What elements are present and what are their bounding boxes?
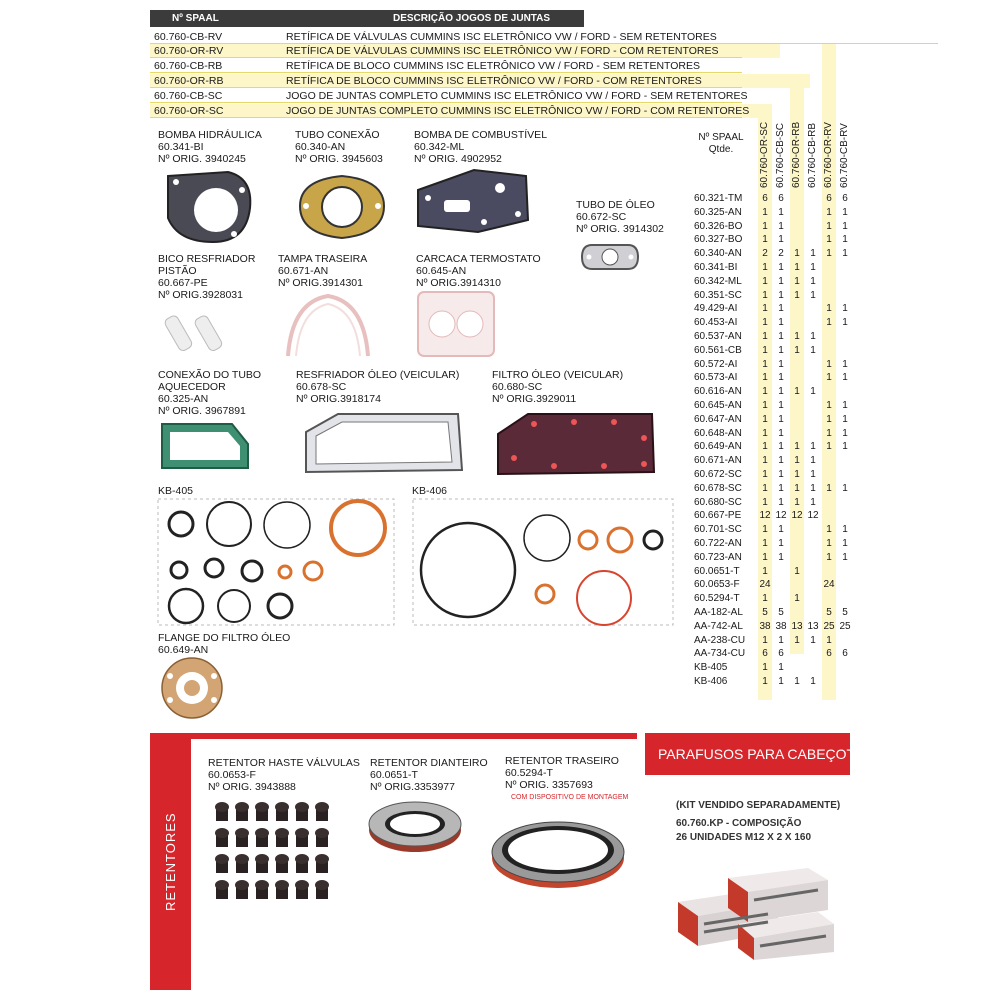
label-carcaca-termostato: CARCACA TERMOSTATO 60.645-AN Nº ORIG.3914310 [416,253,541,289]
matrix-cell: 1 [842,400,848,411]
matrix-cell: 1 [762,289,768,301]
kit-row-divider [150,87,742,88]
gasket-conexao-tubo [158,418,252,474]
matrix-cell: 1 [826,482,832,494]
label-kb406: KB-406 [412,485,448,497]
matrix-row-code: 60.672-SC [694,469,742,480]
retentor-traseiro-note: COM DISPOSITIVO DE MONTAGEM [511,794,629,801]
matrix-row-code: 60.326-BO [694,220,743,232]
matrix-cell: 1 [842,220,848,232]
matrix-row-code: 60.561-CB [694,344,742,356]
matrix-cell: 1 [778,455,784,467]
gasket-bomba-hidraulica [158,168,258,246]
kit-row-divider [150,57,742,58]
matrix-cell: 1 [794,676,800,687]
matrix-cell: 1 [794,262,800,273]
matrix-cell: 1 [762,413,768,425]
matrix-cell: 6 [842,648,848,660]
parafusos-kit-image [668,862,838,962]
matrix-cell: 1 [762,275,768,287]
retentor-haste-image [208,796,338,902]
matrix-column-header: 60.760-OR-SC [759,121,770,188]
matrix-cell: 1 [826,413,832,425]
stem-seal [235,854,249,873]
kit-row [150,89,748,103]
matrix-row-code: KB-406 [694,676,728,687]
stem-seal [315,802,329,821]
stem-seal [295,828,309,847]
parafusos-line2: 60.760.KP - COMPOSIÇÃO [676,818,802,829]
matrix-cell: 1 [762,551,768,563]
label-retentor-dianteiro: RETENTOR DIANTEIRO 60.0651-T Nº ORIG.3353977 [370,757,488,793]
matrix-cell: 1 [794,441,800,453]
kit-desc: RETÍFICA DE BLOCO CUMMINS ISC ELETRÔNICO VW / FORD - SEM RETENTORES [286,60,701,72]
label-kb405: KB-405 [158,485,194,497]
stem-seal [215,802,229,821]
matrix-row-code: 60.327-BO [694,234,743,246]
kit-row-divider [150,117,742,118]
kit-code: 60.760-CB-SC [154,90,223,102]
matrix-cell: 6 [778,648,784,660]
matrix-cell: 1 [762,593,768,605]
label-tubo-conexao: TUBO CONEXÃO 60.340-AN Nº ORIG. 3945603 [295,129,383,165]
matrix-cell: 1 [778,317,784,329]
matrix-cell: 1 [762,634,768,646]
matrix-cell: 1 [778,372,784,384]
matrix-cell: 1 [762,676,768,687]
matrix-row-code: 60.649-AN [694,441,742,453]
matrix-cell: 1 [762,303,768,315]
matrix-row-code: 60.340-AN [694,248,742,260]
kit-desc: RETÍFICA DE BLOCO CUMMINS ISC ELETRÔNICO VW / FORD - COM RETENTORES [286,75,702,87]
matrix-cell: 1 [810,482,816,494]
matrix-column-header: 60.760-OR-RV [823,122,834,188]
retentores-band-label: RETENTORES [163,812,178,911]
matrix-cell: 1 [794,248,800,260]
matrix-cell: 6 [778,193,784,204]
matrix-cell: 1 [762,234,768,246]
matrix-cell: 1 [826,220,832,232]
matrix-cell: 1 [842,524,848,536]
matrix-row-code: 60.321-TM [694,193,743,204]
matrix-cell: 1 [762,455,768,467]
kit-code: 60.760-OR-RB [154,75,224,87]
stem-seal [235,802,249,821]
gasket-resfriador-oleo [298,408,466,478]
matrix-cell: 1 [778,482,784,494]
matrix-cell: 1 [810,262,816,273]
matrix-cell: 1 [778,427,784,439]
stem-seal [215,828,229,847]
stem-seal [315,880,329,899]
matrix-cell: 1 [778,275,784,287]
matrix-row-code: 60.573-AI [694,372,738,384]
matrix-cell: 1 [762,358,768,370]
stem-seal [295,802,309,821]
stem-seal [275,854,289,873]
matrix-cell: 12 [807,510,819,522]
matrix-row-code: 60.647-AN [694,413,742,425]
matrix-cell: 1 [842,317,848,329]
label-bomba-combustivel: BOMBA DE COMBUSTÍVEL 60.342-ML Nº ORIG. 4902952 [414,129,548,165]
matrix-cell: 1 [810,344,816,356]
matrix-cell: 1 [826,234,832,246]
gasket-carcaca-termostato [416,290,496,358]
matrix-cell: 1 [762,344,768,356]
matrix-row-code: 60.671-AN [694,455,742,467]
matrix-cell: 1 [762,400,768,411]
matrix-cell: 1 [778,538,784,549]
label-bomba-hidraulica: BOMBA HIDRÁULICA 60.341-BI Nº ORIG. 3940245 [158,129,262,165]
matrix-row-code: 60.722-AN [694,538,742,549]
matrix-cell: 1 [826,358,832,370]
matrix-cell: 5 [778,607,784,618]
matrix-cell: 25 [839,620,851,632]
kit-code: 60.760-OR-RV [154,45,224,57]
matrix-cell: 1 [762,538,768,549]
matrix-cell: 1 [810,676,816,687]
matrix-row-code: 49.429-AI [694,303,738,315]
matrix-head-qty: Qtde. [708,144,734,155]
matrix-cell: 12 [791,510,803,522]
matrix-cell: 1 [762,220,768,232]
matrix-row-code: 60.351-SC [694,289,742,301]
matrix-row-code: 60.645-AN [694,400,742,411]
stem-seal [315,854,329,873]
matrix-cell: 6 [826,648,832,660]
stem-seal [215,880,229,899]
label-bico-resfriador: BICO RESFRIADOR PISTÃO 60.667-PE Nº ORIG.3928031 [158,253,256,301]
matrix-cell: 1 [810,289,816,301]
matrix-cell: 1 [794,455,800,467]
matrix-cell: 1 [762,331,768,342]
parafusos-title: PARAFUSOS PARA CABEÇOTE [658,746,865,762]
matrix-cell: 1 [778,400,784,411]
matrix-cell: 1 [778,289,784,301]
kit-row [150,74,714,88]
matrix-cell: 1 [794,565,800,577]
matrix-cell: 1 [778,676,784,687]
matrix-cell: 12 [775,510,787,522]
matrix-cell: 1 [762,317,768,329]
kit-header-desc: DESCRIÇÃO JOGOS DE JUNTAS [393,13,551,24]
matrix-row-code: 60.0653-F [694,579,740,591]
kit-row-divider [150,102,742,103]
matrix-row-code: 60.325-AN [694,206,742,218]
matrix-cell: 1 [762,262,768,273]
matrix-cell: 1 [794,469,800,480]
matrix-column-header: 60.760-CB-RB [807,122,818,188]
matrix-cell: 1 [778,413,784,425]
matrix-row-code: AA-734-CU [694,648,746,660]
retentores-top-bar [191,733,637,739]
matrix-cell: 6 [762,648,768,660]
matrix-cell: 1 [762,427,768,439]
matrix-cell: 1 [810,455,816,467]
matrix-cell: 5 [842,607,848,618]
gasket-bomba-combustivel [414,166,534,236]
stem-seal [255,880,269,899]
matrix-cell: 1 [762,565,768,577]
matrix-cell: 1 [842,413,848,425]
matrix-row-code: 60.680-SC [694,496,742,508]
matrix-head [697,132,745,156]
matrix-row-code: 60.537-AN [694,331,742,342]
matrix-cell: 1 [794,496,800,508]
matrix-cell: 1 [778,206,784,218]
stem-seal [275,880,289,899]
stem-seal [255,802,269,821]
matrix-cell: 1 [810,496,816,508]
matrix-cell: 1 [794,482,800,494]
matrix-cell: 2 [762,248,768,260]
matrix-cell: 1 [826,248,832,260]
matrix-row-code: AA-742-AL [694,620,743,632]
kit-row [150,44,738,58]
matrix-cell: 6 [762,193,768,204]
matrix-cell: 1 [778,234,784,246]
stem-seal [255,828,269,847]
matrix-cell: 1 [826,372,832,384]
matrix-row-code: 60.701-SC [694,524,742,536]
matrix-cell: 1 [810,386,816,398]
gasket-tubo-conexao [296,170,388,242]
stem-seal [295,854,309,873]
matrix-cell: 13 [791,620,803,632]
matrix-row-code: 60.723-AN [694,551,742,563]
matrix-cell: 13 [807,620,819,632]
matrix-cell: 1 [826,634,832,646]
matrix-row-code: 60.678-SC [694,482,742,494]
matrix-cell: 1 [826,538,832,549]
parafusos-line1: (KIT VENDIDO SEPARADAMENTE) [676,800,841,811]
label-retentor-traseiro: RETENTOR TRASEIRO 60.5294-T Nº ORIG. 3357693 [505,755,619,791]
matrix-cell: 1 [778,262,784,273]
matrix-cell: 1 [810,331,816,342]
matrix-cell: 1 [778,358,784,370]
matrix-cell: 1 [826,524,832,536]
matrix-cell: 1 [778,303,784,315]
stem-seal [275,828,289,847]
matrix-cell: 1 [762,496,768,508]
matrix-cell: 1 [826,551,832,563]
matrix-row-code: KB-405 [694,662,728,674]
matrix-cell: 2 [778,248,784,260]
matrix-row-code: 60.648-AN [694,427,742,439]
stem-seal [235,828,249,847]
matrix-cell: 1 [826,317,832,329]
label-resfriador-oleo: RESFRIADOR ÓLEO (VEICULAR) 60.678-SC Nº ORIG.3918174 [296,369,460,405]
label-tampa-traseira: TAMPA TRASEIRA 60.671-AN Nº ORIG.3914301 [278,253,368,289]
matrix-row-code: 60.0651-T [694,565,740,577]
matrix-cell: 1 [778,496,784,508]
matrix-cell: 1 [842,482,848,494]
matrix-cell: 1 [762,441,768,453]
matrix-cell: 1 [762,482,768,494]
matrix-cell: 24 [823,579,835,591]
matrix-cell: 1 [794,344,800,356]
matrix-cell: 1 [810,441,816,453]
kit-row [150,59,726,73]
matrix-cell: 1 [810,275,816,287]
stem-seal [255,854,269,873]
kit-row [150,104,750,118]
matrix-cell: 1 [794,593,800,605]
retentor-dianteiro-image [366,798,464,854]
matrix-cell: 1 [778,634,784,646]
matrix-cell: 1 [778,441,784,453]
matrix-head-code: Nº SPAAL [698,132,744,143]
matrix-column-header: 60.760-OR-RB [791,121,802,188]
matrix-cell: 1 [778,344,784,356]
matrix-cell: 1 [842,303,848,315]
matrix-cell: 1 [810,248,816,260]
matrix-cell: 1 [778,662,784,674]
kb405-orings [157,498,395,626]
matrix-cell: 1 [778,331,784,342]
stem-seal [235,880,249,899]
matrix-cell: 1 [842,372,848,384]
matrix-cell: 1 [842,427,848,439]
matrix-row-code: AA-182-AL [694,607,743,618]
gasket-tubo-oleo [578,240,642,274]
matrix-cell: 1 [842,248,848,260]
label-retentor-haste: RETENTOR HASTE VÁLVULAS 60.0653-F Nº ORIG. 3943888 [208,757,360,793]
gasket-tampa-traseira [282,292,372,358]
matrix-cell: 1 [762,524,768,536]
parafusos-title-box [645,733,865,775]
matrix-cell: 1 [842,206,848,218]
parafusos-line3: 26 UNIDADES M12 X 2 X 160 [676,832,812,843]
stem-seal [215,854,229,873]
gasket-flange-filtro [160,656,224,720]
matrix-cell: 1 [762,386,768,398]
matrix-cell: 1 [794,289,800,301]
matrix-row-code: 60.341-BI [694,262,738,273]
matrix-cell: 1 [794,634,800,646]
label-filtro-oleo: FILTRO ÓLEO (VEICULAR) 60.680-SC Nº ORIG.3929011 [492,369,624,405]
matrix-row-code: 60.5294-T [694,593,740,605]
label-tubo-oleo: TUBO DE ÓLEO 60.672-SC Nº ORIG. 3914302 [576,199,664,235]
stem-seal [295,880,309,899]
matrix-cell: 1 [794,331,800,342]
matrix-column-header: 60.760-CB-SC [775,122,786,188]
matrix-row-code: 60.667-PE [694,510,742,522]
matrix-cell: 5 [762,607,768,618]
kit-code: 60.760-OR-SC [154,105,224,117]
stem-seal [315,828,329,847]
matrix-cell: 1 [778,469,784,480]
matrix-cell: 1 [778,551,784,563]
matrix-cell: 1 [762,372,768,384]
matrix-row-code: 60.342-ML [694,275,742,287]
kit-code: 60.760-CB-RB [154,60,223,72]
matrix-cell: 1 [810,634,816,646]
kb406-orings [412,498,674,626]
matrix-column-header: 60.760-CB-RV [839,123,850,188]
kit-table-header [150,10,584,27]
bico-resfriador-image [160,300,230,358]
kit-desc: RETÍFICA DE VÁLVULAS CUMMINS ISC ELETRÔNICO VW / FORD - COM RETENTORES [286,45,719,57]
matrix-cell: 1 [842,551,848,563]
matrix-cell: 6 [826,193,832,204]
matrix-cell: 38 [775,620,787,632]
matrix-cell: 12 [759,510,771,522]
kit-row-divider [150,72,742,73]
matrix-cell: 38 [759,620,771,632]
retentores-band [150,733,191,990]
kit-desc: JOGO DE JUNTAS COMPLETO CUMMINS ISC ELETRÔNICO VW / FORD - SEM RETENTORES [286,90,748,102]
kit-desc: JOGO DE JUNTAS COMPLETO CUMMINS ISC ELETRÔNICO VW / FORD - COM RETENTORES [286,105,750,117]
matrix-row-code: AA-238-CU [694,634,746,646]
matrix-cell: 1 [842,234,848,246]
matrix-row-code: 60.572-AI [694,358,738,370]
matrix-cell: 1 [826,427,832,439]
matrix-cell: 1 [794,275,800,287]
matrix-cell: 1 [778,220,784,232]
matrix-cell: 1 [826,303,832,315]
matrix-cell: 1 [842,538,848,549]
matrix-cell: 5 [826,607,832,618]
kit-desc: RETÍFICA DE VÁLVULAS CUMMINS ISC ELETRÔNICO VW / FORD - SEM RETENTORES [286,31,717,43]
kit-row [150,30,750,44]
gasket-filtro-oleo [494,408,658,480]
matrix-cell: 25 [823,620,835,632]
label-conexao-tubo: CONEXÃO DO TUBO AQUECEDOR 60.325-AN Nº ORIG. 3967891 [158,369,262,417]
matrix-cell: 1 [826,206,832,218]
matrix-cell: 1 [826,441,832,453]
matrix-cell: 24 [759,579,771,591]
matrix-cell: 1 [842,441,848,453]
matrix-cell: 1 [810,469,816,480]
matrix-row-code: 60.453-AI [694,317,738,329]
matrix-cell: 1 [762,206,768,218]
stem-seal [275,802,289,821]
matrix-cell: 1 [762,469,768,480]
matrix-cell: 1 [778,524,784,536]
kit-code: 60.760-CB-RV [154,31,223,43]
matrix-cell: 1 [778,386,784,398]
kit-header-code: Nº SPAAL [172,13,219,24]
matrix-cell: 1 [762,662,768,674]
matrix-cell: 1 [842,358,848,370]
label-flange-filtro: FLANGE DO FILTRO ÓLEO 60.649-AN [158,632,291,656]
matrix-cell: 1 [826,400,832,411]
matrix-cell: 6 [842,193,848,204]
matrix-row-code: 60.616-AN [694,386,742,398]
retentor-traseiro-image [488,802,628,892]
matrix-cell: 1 [794,386,800,398]
